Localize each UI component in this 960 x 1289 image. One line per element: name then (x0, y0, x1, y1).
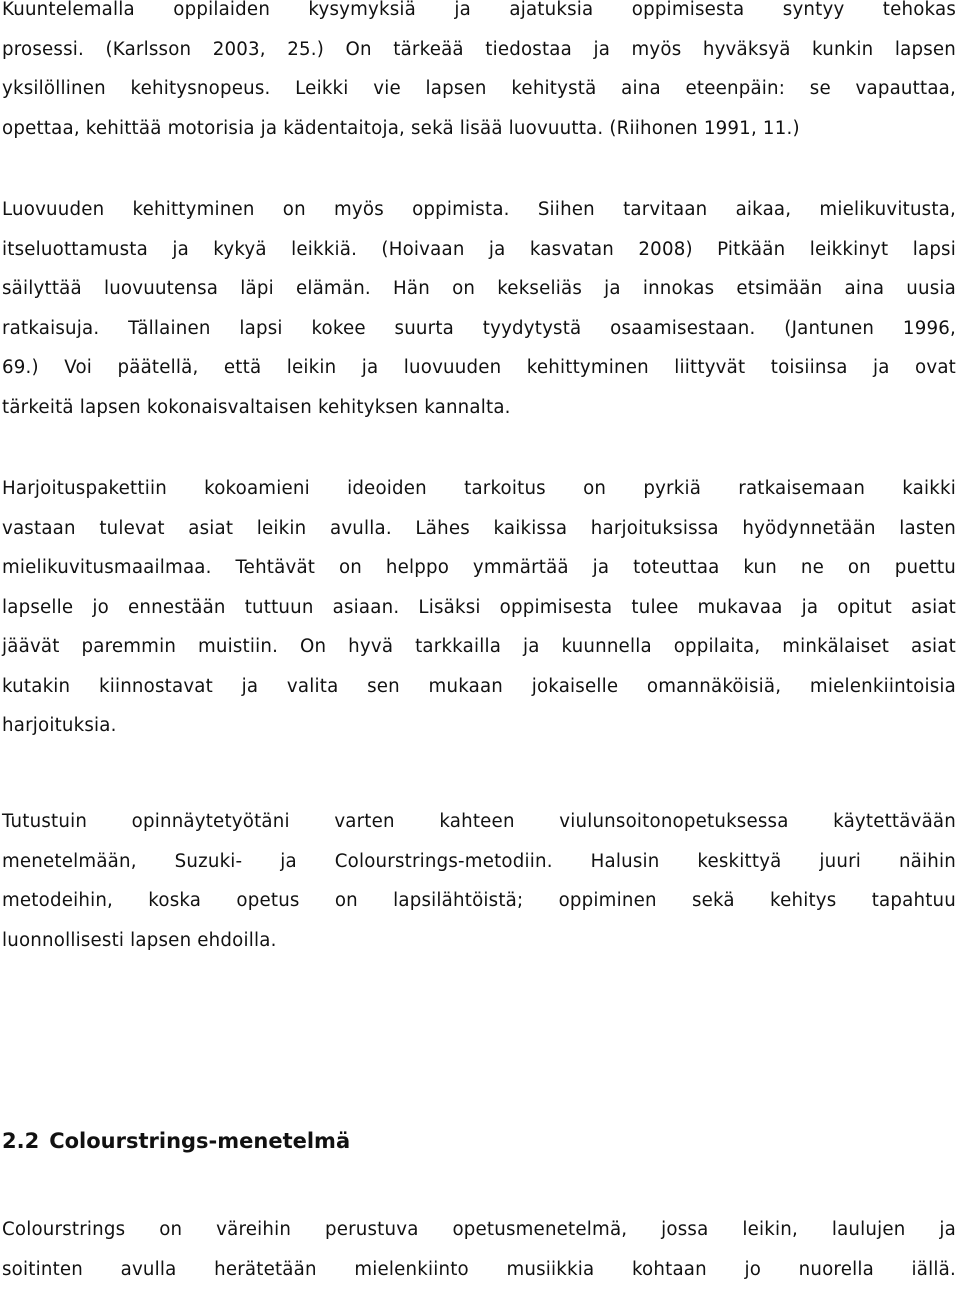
text-line: lapselle jo ennestään tuttuun asiaan. Lisäksi oppimisesta tulee mukavaa ja opitut asiat (2, 588, 956, 628)
paragraph-exercise-package (2, 469, 956, 746)
paragraph-methods (2, 802, 956, 960)
text-line: opettaa, kehittää motorisia ja kädentaitoja, sekä lisää luovuutta. (Riihonen 1991, 11.) (2, 109, 956, 149)
text-line: 69.) Voi päätellä, että leikin ja luovuuden kehittyminen liittyvät toisiinsa ja ovat (2, 348, 956, 388)
text-line: Kuuntelemalla oppilaiden kysymyksiä ja ajatuksia oppimisesta syntyy tehokas (2, 0, 956, 30)
text-line: vastaan tulevat asiat leikin avulla. Lähes kaikissa harjoituksissa hyödynnetään lasten (2, 509, 956, 549)
text-line: säilyttää luovuutensa läpi elämän. Hän on kekseliäs ja innokas etsimään aina uusia (2, 269, 956, 309)
section-heading (2, 1121, 350, 1161)
paragraph-colourstrings-intro (2, 1210, 956, 1289)
text-line: prosessi. (Karlsson 2003, 25.) On tärkeää tiedostaa ja myös hyväksyä kunkin lapsen (2, 30, 956, 70)
text-line: itseluottamusta ja kykyä leikkiä. (Hoivaan ja kasvatan 2008) Pitkään leikkinyt lapsi (2, 230, 956, 270)
text-line: luonnollisesti lapsen ehdoilla. (2, 921, 956, 961)
section-title: Colourstrings-menetelmä (49, 1129, 350, 1153)
section-number: 2.2 (2, 1129, 39, 1153)
text-line: soitinten avulla herätetään mielenkiinto musiikkia kohtaan jo nuorella iällä. (2, 1250, 956, 1289)
text-line: mielikuvitusmaailmaa. Tehtävät on helppo ymmärtää ja toteuttaa kun ne on puettu (2, 548, 956, 588)
text-line: metodeihin, koska opetus on lapsilähtöistä; oppiminen sekä kehitys tapahtuu (2, 881, 956, 921)
text-line: Colourstrings on väreihin perustuva opetusmenetelmä, jossa leikin, laulujen ja (2, 1210, 956, 1250)
text-line: tärkeitä lapsen kokonaisvaltaisen kehityksen kannalta. (2, 388, 956, 428)
text-line: Tutustuin opinnäytetyötäni varten kahteen viulunsoitonopetuksessa käytettävään (2, 802, 956, 842)
text-line: kutakin kiinnostavat ja valita sen mukaan jokaiselle omannäköisiä, mielenkiintoisia (2, 667, 956, 707)
paragraph-creativity (2, 190, 956, 427)
text-line: Harjoituspakettiin kokoamieni ideoiden tarkoitus on pyrkiä ratkaisemaan kaikki (2, 469, 956, 509)
text-line: Luovuuden kehittyminen on myös oppimista. Siihen tarvitaan aikaa, mielikuvitusta, (2, 190, 956, 230)
paragraph-learning-process (2, 0, 956, 148)
text-line: menetelmään, Suzuki- ja Colourstrings-metodiin. Halusin keskittyä juuri näihin (2, 842, 956, 882)
text-line: harjoituksia. (2, 706, 956, 746)
text-line: ratkaisuja. Tällainen lapsi kokee suurta tyydytystä osaamisestaan. (Jantunen 1996, (2, 309, 956, 349)
text-line: yksilöllinen kehitysnopeus. Leikki vie lapsen kehitystä aina eteenpäin: se vapauttaa, (2, 69, 956, 109)
text-line: jäävät paremmin muistiin. On hyvä tarkkailla ja kuunnella oppilaita, minkälaiset asiat (2, 627, 956, 667)
